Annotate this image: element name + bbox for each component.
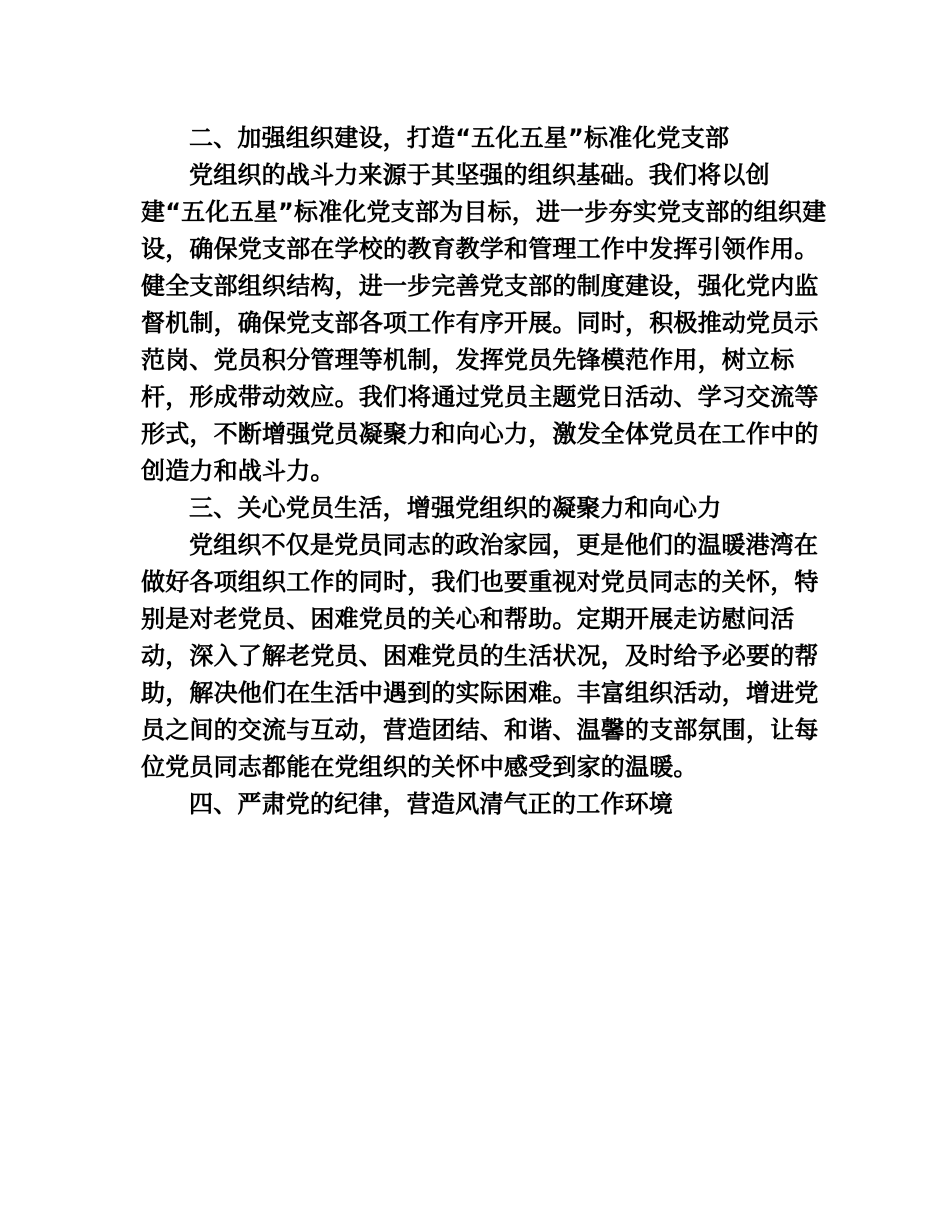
section-paragraph-2: 党组织的战斗力来源于其坚强的组织基础。我们将以创建“五化五星”标准化党支部为目标，进一步夯实党支部的组织建设，确保党支部在学校的教育教学和管理工作中发挥引领作用。健全支部组织结构，进一步完善党支部的制度建设，强化党内监督机制，确保党支部各项工作有序开展。同时，积极推动党员示范岗、党员积分管理等机制，发挥党员先锋模范作用，树立标杆，形成带动效应。我们将通过党员主题党日活动、学习交流等形式，不断增强党员凝聚力和向心力，激发全体党员在工作中的创造力和战斗力。 (141, 161, 827, 485)
section-heading-2: 二、加强组织建设，打造“五化五星”标准化党支部 (189, 124, 730, 152)
section-heading-4: 四、严肃党的纪律，营造风清气正的工作环境 (189, 790, 673, 818)
section-paragraph-3: 党组织不仅是党员同志的政治家园，更是他们的温暖港湾在做好各项组织工作的同时，我们也要重视对党员同志的关怀，特别是对老党员、困难党员的关心和帮助。定期开展走访慰问活动，深入了解老党员、困难党员的生活状况，及时给予必要的帮助，解决他们在生活中遇到的实际困难。丰富组织活动，增进党员之间的交流与互动，营造团结、和谐、温馨的支部氛围，让每位党员同志都能在党组织的关怀中感受到家的温暖。 (141, 531, 819, 781)
section-heading-3: 三、关心党员生活，增强党组织的凝聚力和向心力 (189, 494, 722, 522)
document-body (141, 120, 831, 823)
